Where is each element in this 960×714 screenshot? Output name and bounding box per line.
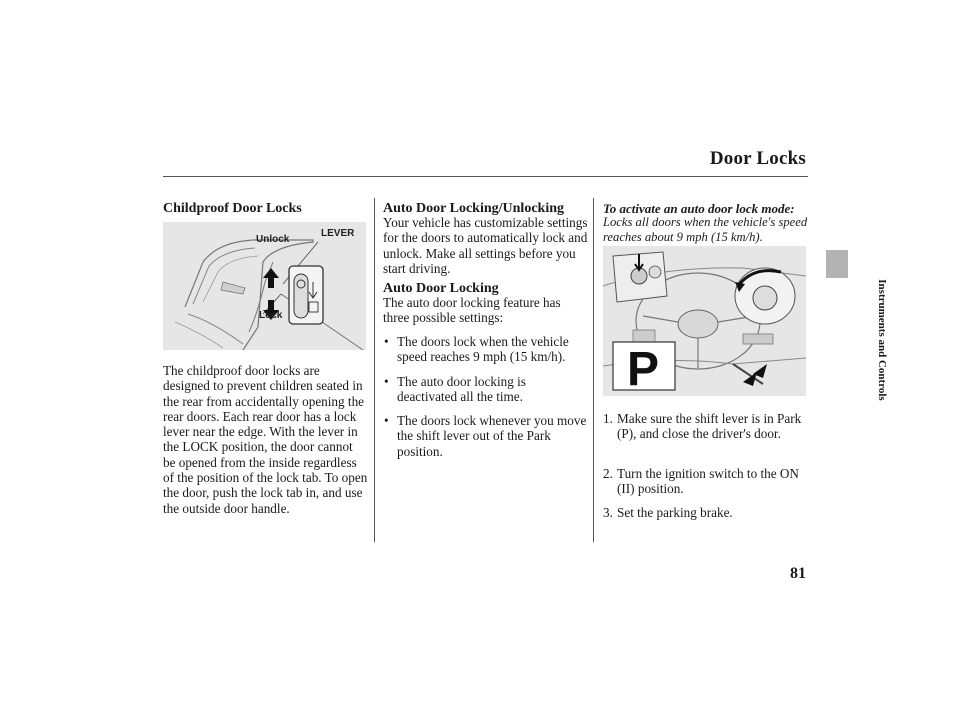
page-title: Door Locks: [709, 148, 806, 169]
section-label: Instruments and Controls: [876, 279, 888, 401]
step-number: 2.: [603, 466, 613, 481]
lever-label: LEVER: [321, 228, 355, 239]
activate-mode-note: Locks all doors when the vehicle's speed reaches about 9 mph (15 km/h).: [603, 215, 808, 244]
step-text: Set the parking brake.: [617, 505, 733, 520]
list-item: [603, 411, 808, 457]
bullet-dot: •: [384, 334, 389, 349]
lock-label: Lock: [259, 310, 283, 321]
step-text: Make sure the shift lever is in Park (P), and close the driver's door.: [617, 411, 802, 442]
park-indicator: P: [627, 343, 660, 396]
bullet-text: The doors lock whenever you move the shift lever out of the Park position.: [397, 413, 587, 459]
auto-door-locking-intro: The auto door locking feature has three possible settings:: [383, 295, 561, 326]
step-number: 3.: [603, 505, 613, 520]
list-item: [603, 505, 808, 521]
step-text: Turn the ignition switch to the ON (II) position.: [617, 466, 799, 497]
column-divider-1: [374, 198, 375, 542]
unlock-label: Unlock: [256, 234, 290, 245]
page-number: 81: [790, 565, 806, 582]
column-divider-2: [593, 198, 594, 542]
bullet-dot: •: [384, 413, 389, 428]
list-item: [603, 466, 808, 498]
bullet-text: The doors lock when the vehicle speed reaches 9 mph (15 km/h).: [397, 334, 569, 365]
activate-mode-heading: To activate an auto door lock mode:: [603, 201, 795, 216]
childproof-body: The childproof door locks are designed to prevent children seated in the rear from accidentally opening the rear doors. Each rear door has a lock lever near the edge. With the lever in the LOCK position, the door cannot be opened from the inside regardless of the position of the lock tab. To open the door, push the lock tab in, and use the outside door handle.: [163, 363, 368, 516]
header-rule: [163, 176, 808, 177]
section-tab: [826, 250, 848, 278]
auto-locking-unlocking-heading: Auto Door Locking/Unlocking: [383, 201, 564, 216]
childproof-heading: Childproof Door Locks: [163, 201, 302, 216]
auto-door-locking-subheading: Auto Door Locking: [383, 281, 499, 296]
step-number: 1.: [603, 411, 613, 426]
dashboard-figure: [603, 246, 806, 396]
childproof-lock-figure: [163, 222, 366, 350]
bullet-text: The auto door locking is deactivated all the time.: [397, 374, 526, 405]
bullet-dot: •: [384, 374, 389, 389]
auto-locking-intro: Your vehicle has customizable settings for the doors to automatically lock and unlock. Make all settings before you start driving.: [383, 215, 588, 276]
